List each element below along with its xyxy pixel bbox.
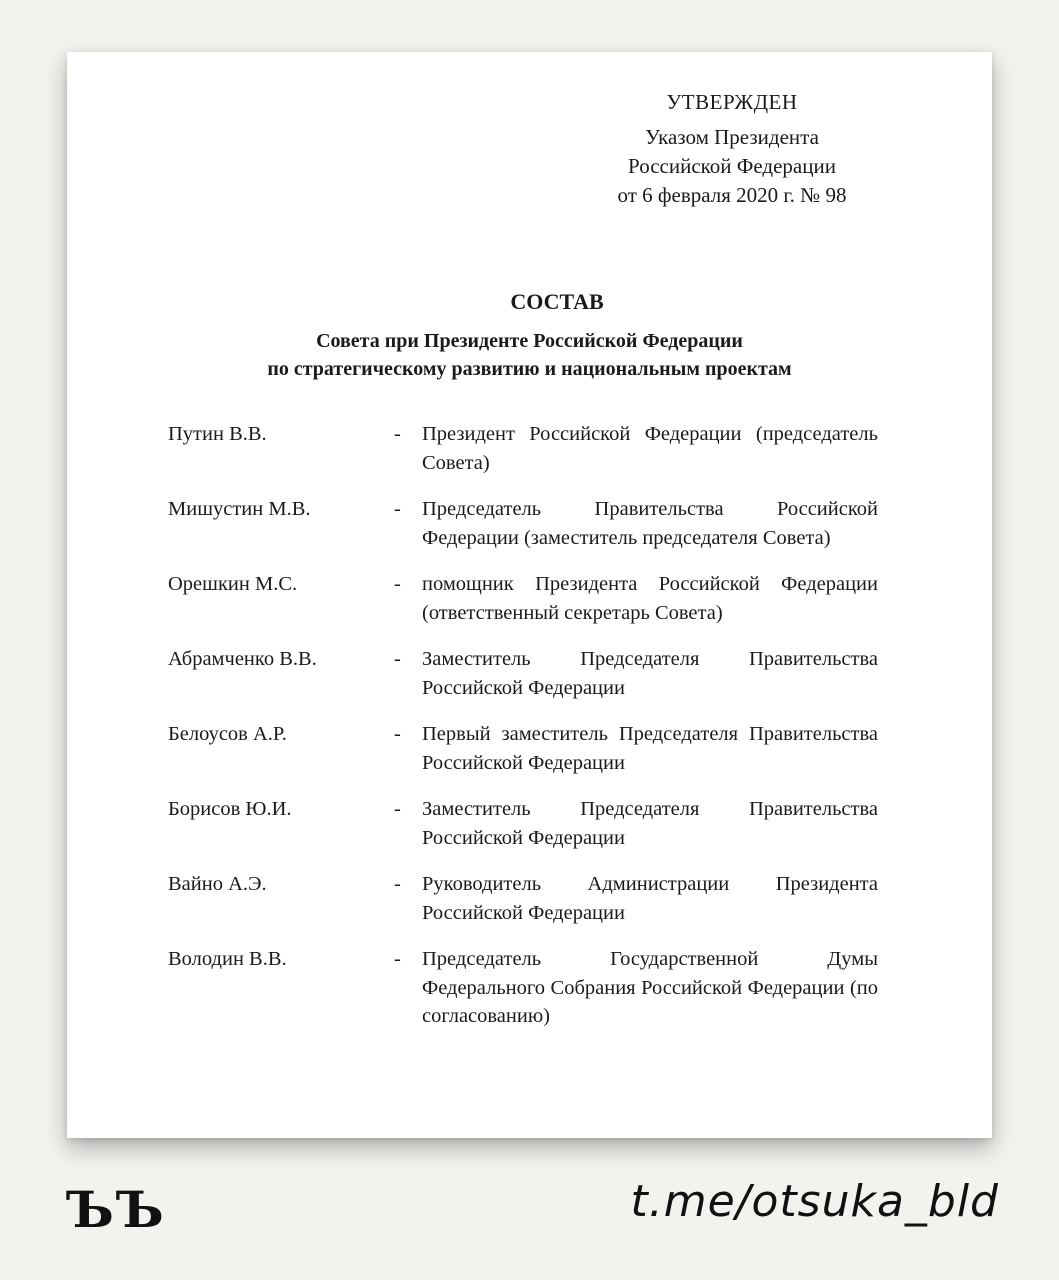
member-name: Белоусов А.Р. (168, 723, 287, 745)
member-entry (168, 720, 878, 777)
member-dash: - (394, 948, 401, 970)
member-name: Орешкин М.С. (168, 573, 298, 595)
document-page (67, 52, 992, 1138)
member-role: Первый заместитель Председателя Правительства Российской Федерации (422, 723, 878, 774)
approval-line-2: Российской Федерации (628, 154, 836, 178)
member-dash: - (394, 423, 401, 445)
members-list (168, 420, 878, 1031)
member-entry (168, 420, 878, 477)
member-name: Борисов Ю.И. (168, 798, 292, 820)
member-dash: - (394, 573, 401, 595)
member-name: Володин В.В. (168, 948, 287, 970)
member-name: Вайно А.Э. (168, 873, 267, 895)
member-dash: - (394, 873, 401, 895)
approval-stamp: УТВЕРЖДЕН (666, 90, 798, 114)
channel-logo: ЪЪ (66, 1180, 166, 1239)
member-role: Председатель Правительства Российской Федерации (заместитель председателя Совета) (422, 498, 878, 549)
member-role: Председатель Государственной Думы Федерального Собрания Российской Федерации (по согласованию) (422, 948, 878, 1027)
approval-block (587, 88, 877, 210)
member-dash: - (394, 798, 401, 820)
approval-line-3: от 6 февраля 2020 г. № 98 (617, 183, 847, 207)
member-entry (168, 495, 878, 552)
channel-link[interactable]: t.me/otsuka_bld (630, 1176, 999, 1227)
document-title: СОСТАВ (510, 289, 604, 314)
member-name: Мишустин М.В. (168, 498, 311, 520)
document-subtitle-line-2: по стратегическому развитию и национальным проектам (267, 358, 792, 380)
member-role: Заместитель Председателя Правительства Российской Федерации (422, 798, 878, 849)
document-heading (67, 287, 992, 383)
member-dash: - (394, 648, 401, 670)
member-name: Абрамченко В.В. (168, 648, 317, 670)
member-role: помощник Президента Российской Федерации (ответственный секретарь Совета) (422, 573, 878, 624)
member-entry (168, 645, 878, 702)
member-entry (168, 795, 878, 852)
member-dash: - (394, 498, 401, 520)
member-role: Руководитель Администрации Президента Российской Федерации (422, 873, 878, 924)
member-name: Путин В.В. (168, 423, 267, 445)
approval-line-1: Указом Президента (645, 125, 819, 149)
member-entry (168, 570, 878, 627)
member-entry (168, 945, 878, 1031)
member-role: Президент Российской Федерации (председатель Совета) (422, 423, 878, 474)
member-role: Заместитель Председателя Правительства Российской Федерации (422, 648, 878, 699)
document-subtitle-line-1: Совета при Президенте Российской Федерации (316, 330, 743, 352)
member-entry (168, 870, 878, 927)
member-dash: - (394, 723, 401, 745)
